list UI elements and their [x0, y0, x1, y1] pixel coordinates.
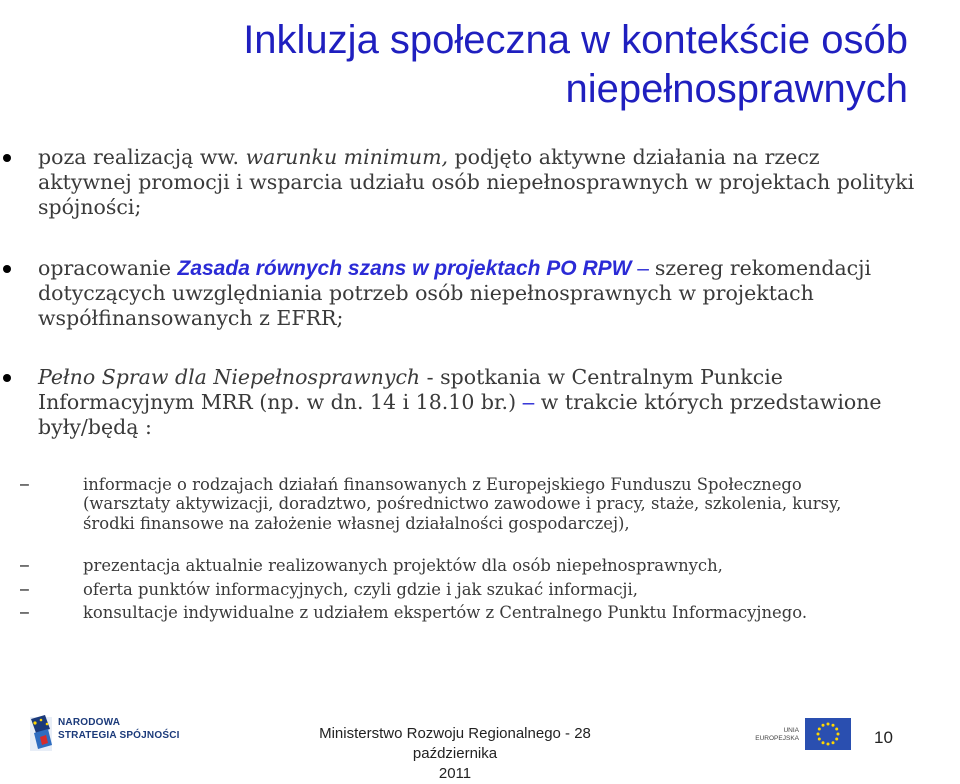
bullet-dot [3, 154, 11, 162]
bullet-text: opracowanie [38, 256, 178, 280]
eu-logo-line2: EUROPEJSKA [755, 735, 799, 742]
sub-item-dash: – [20, 604, 29, 621]
sub-item-dash: – [20, 581, 29, 598]
footer-line1: Ministerstwo Rozwoju Regionalnego - 28 października [319, 725, 591, 762]
page-number: 10 [874, 728, 893, 747]
sub-item-dash: – [20, 557, 29, 574]
sub-item-text: konsultacje indywidualne z udziałem ekspertów z Centralnego Punktu Informacyjnego. [83, 603, 808, 622]
bullet-italic-text: warunku minimum, [245, 145, 449, 169]
nss-logo-line1: NARODOWA [58, 717, 121, 728]
bullet-text: w trakcie których przedstawione były/będą : [38, 390, 882, 439]
narodowa-strategia-spojnosci-logo [26, 713, 186, 757]
bullet-item [38, 145, 918, 220]
sub-list-item [20, 580, 863, 599]
nss-logo-line2: STRATEGIA SPÓJNOŚCI [58, 729, 180, 741]
sub-list-item [20, 556, 863, 575]
bullet-dot [3, 265, 11, 273]
sub-item-text: informacje o rodzajach działań finansowanych z Europejskiego Funduszu Społecznego (warsztaty aktywizacji, doradztwo, pośrednictwo zawodowe i pracy, staże, szkolenia, kursy, środki finansowe na założenie własnej działalności gospodarczej), [83, 475, 842, 533]
bullet-item [38, 256, 918, 331]
bullet-text: podjęto aktywne działania na rzecz aktywnej promocji i wsparcia udziału osób niepełnosprawnych w projektach polityki spójności; [38, 145, 915, 219]
bullet-item [38, 365, 918, 440]
sub-list-item [20, 603, 863, 622]
sub-item-text: prezentacja aktualnie realizowanych projektów dla osób niepełnosprawnych, [83, 556, 723, 575]
eu-flag-icon [805, 718, 851, 750]
document-title-emphasis: Zasada równych szans w projektach PO RPW [177, 257, 632, 280]
nss-logo-text [58, 717, 180, 742]
bullet-text: - spotkania w Centralnym Punkcie Informacyjnym MRR (np. w dn. 14 i 18.10 br.) [38, 365, 783, 414]
bullet-dot [3, 374, 11, 382]
bullet-text: poza realizacją ww. [38, 145, 246, 169]
footer-caption [275, 724, 635, 784]
sub-item-text: oferta punktów informacyjnych, czyli gdzie i jak szukać informacji, [83, 580, 638, 599]
bullet-italic-text: Pełno Spraw dla Niepełnosprawnych [38, 365, 421, 389]
slide-title [48, 16, 908, 114]
bullet-text: szereg rekomendacji dotyczących uwzględniania potrzeb osób niepełnosprawnych w projektach współfinansowanych z EFRR; [38, 256, 872, 330]
slide-title-line1: Inkluzja społeczna w kontekście osób [243, 18, 908, 62]
eu-logo-text [755, 727, 799, 743]
sub-item-dash: – [20, 476, 29, 493]
sub-list-item [20, 475, 863, 533]
european-union-logo [755, 718, 855, 752]
dash-separator: – [631, 257, 655, 280]
footer-line2: 2011 [438, 765, 472, 782]
slide-title-line2: niepełnosprawnych [565, 67, 908, 111]
dash-separator: – [522, 391, 535, 414]
nss-emblem-icon [26, 713, 56, 755]
eu-logo-line1: UNIA [783, 727, 799, 734]
